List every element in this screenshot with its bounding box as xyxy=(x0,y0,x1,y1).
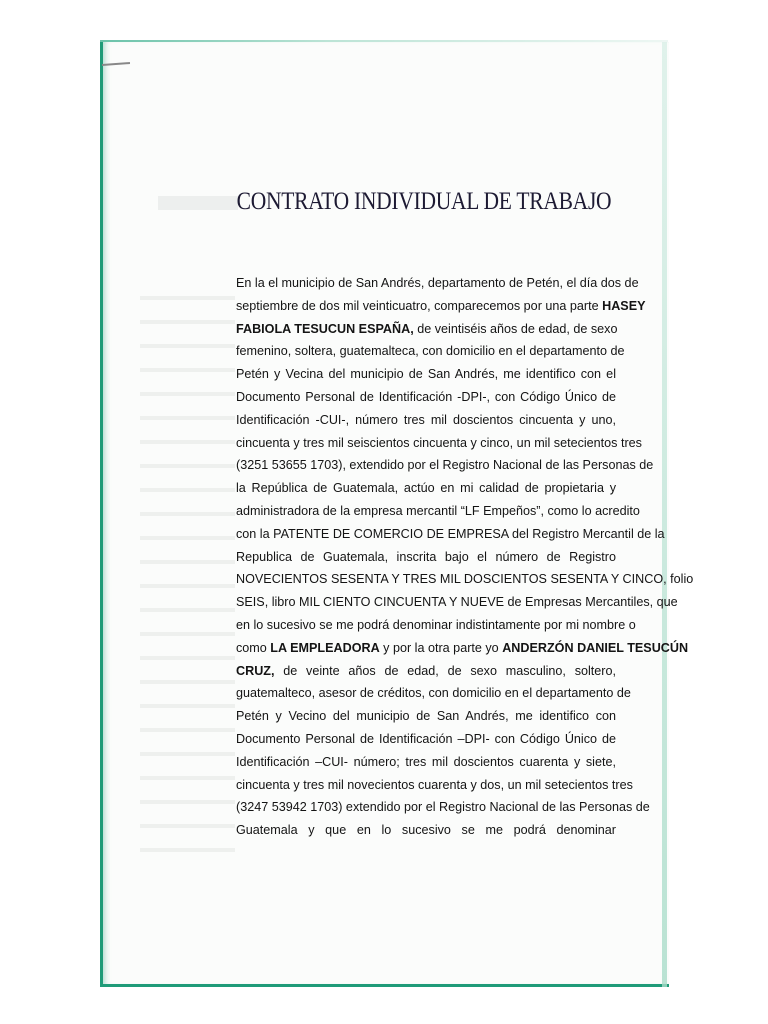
body-line xyxy=(236,591,678,614)
body-line xyxy=(236,728,616,751)
body-line xyxy=(236,340,625,363)
body-line xyxy=(236,295,646,318)
body-line xyxy=(236,409,616,432)
contract-body-paragraph xyxy=(236,272,694,842)
sheet-right-edge xyxy=(662,42,667,987)
text-segment: Petén y Vecino del municipio de San Andrés, me identifico con xyxy=(236,709,616,724)
text-segment: administradora de la empresa mercantil “LF Empeños”, como lo acredito xyxy=(236,503,640,518)
body-line xyxy=(236,523,665,546)
body-line xyxy=(236,500,640,523)
body-line xyxy=(236,272,639,295)
body-line xyxy=(236,796,650,819)
text-segment: femenino, soltera, guatemalteca, con domicilio en el departamento de xyxy=(236,344,625,359)
bold-text-segment: FABIOLA TESUCUN ESPAÑA, xyxy=(236,321,414,336)
text-segment: Petén y Vecina del municipio de San Andrés, me identifico con el xyxy=(236,367,616,382)
bold-text-segment: CRUZ, xyxy=(236,663,275,678)
text-segment: como xyxy=(236,640,271,655)
body-line xyxy=(236,637,689,660)
body-line xyxy=(236,477,616,500)
body-line xyxy=(236,614,636,637)
text-segment: SEIS, libro MIL CIENTO CINCUENTA Y NUEVE de Empresas Mercantiles, que xyxy=(236,595,678,610)
text-segment: Identificación -CUI-, número tres mil doscientos cincuenta y uno, xyxy=(236,412,616,427)
body-line xyxy=(236,363,616,386)
text-segment: cincuenta y tres mil seiscientos cincuenta y cinco, un mil setecientos tres xyxy=(236,435,642,450)
body-line xyxy=(236,568,694,591)
body-line xyxy=(236,386,616,409)
text-segment: Identificación –CUI- número; tres mil doscientos cuarenta y siete, xyxy=(236,754,616,769)
body-line xyxy=(236,751,616,774)
bold-text-segment: LA EMPLEADORA xyxy=(270,640,380,655)
body-line xyxy=(236,819,616,842)
text-segment: y por la otra parte yo xyxy=(379,640,503,655)
body-line xyxy=(236,682,631,705)
body-line xyxy=(236,660,616,683)
bleed-through-text xyxy=(140,280,235,870)
text-segment: septiembre de dos mil veinticuatro, comparecemos por una parte xyxy=(236,298,603,313)
document-title: CONTRATO INDIVIDUAL DE TRABAJO xyxy=(236,188,612,215)
text-segment: cincuenta y tres mil novecientos cuarenta y dos, un mil setecientos tres xyxy=(236,777,633,792)
text-segment: NOVECIENTOS SESENTA Y TRES MIL DOSCIENTOS SESENTA Y CINCO, folio xyxy=(236,572,694,587)
body-line xyxy=(236,318,616,341)
text-segment: (3251 53655 1703), extendido por el Registro Nacional de las Personas de xyxy=(236,458,654,473)
body-line xyxy=(236,705,616,728)
text-segment: la República de Guatemala, actúo en mi calidad de propietaria y xyxy=(236,481,616,496)
bold-text-segment: ANDERZÓN DANIEL TESUCÚN xyxy=(502,640,689,655)
text-segment: con la PATENTE DE COMERCIO DE EMPRESA del Registro Mercantil de la xyxy=(236,526,665,541)
text-segment: guatemalteco, asesor de créditos, con domicilio en el departamento de xyxy=(236,686,631,701)
text-segment: Guatemala y que en lo sucesivo se me podrá denominar xyxy=(236,823,616,838)
text-segment: en lo sucesivo se me podrá denominar indistintamente por mi nombre o xyxy=(236,617,636,632)
text-segment: Documento Personal de Identificación -DPI-, con Código Único de xyxy=(236,389,616,404)
body-line xyxy=(236,432,642,455)
body-line xyxy=(236,774,633,797)
text-segment: de veintiséis años de edad, de sexo xyxy=(413,321,618,336)
text-segment: de veinte años de edad, de sexo masculino, soltero, xyxy=(274,663,616,678)
text-segment: Republica de Guatemala, inscrita bajo el número de Registro xyxy=(236,549,616,564)
text-segment: Documento Personal de Identificación –DPI- con Código Único de xyxy=(236,731,616,746)
bold-text-segment: HASEY xyxy=(602,298,646,313)
body-line xyxy=(236,546,616,569)
text-segment: En la el municipio de San Andrés, departamento de Petén, el día dos de xyxy=(236,276,639,290)
text-segment: (3247 53942 1703) extendido por el Registro Nacional de las Personas de xyxy=(236,800,650,815)
body-line xyxy=(236,454,654,477)
